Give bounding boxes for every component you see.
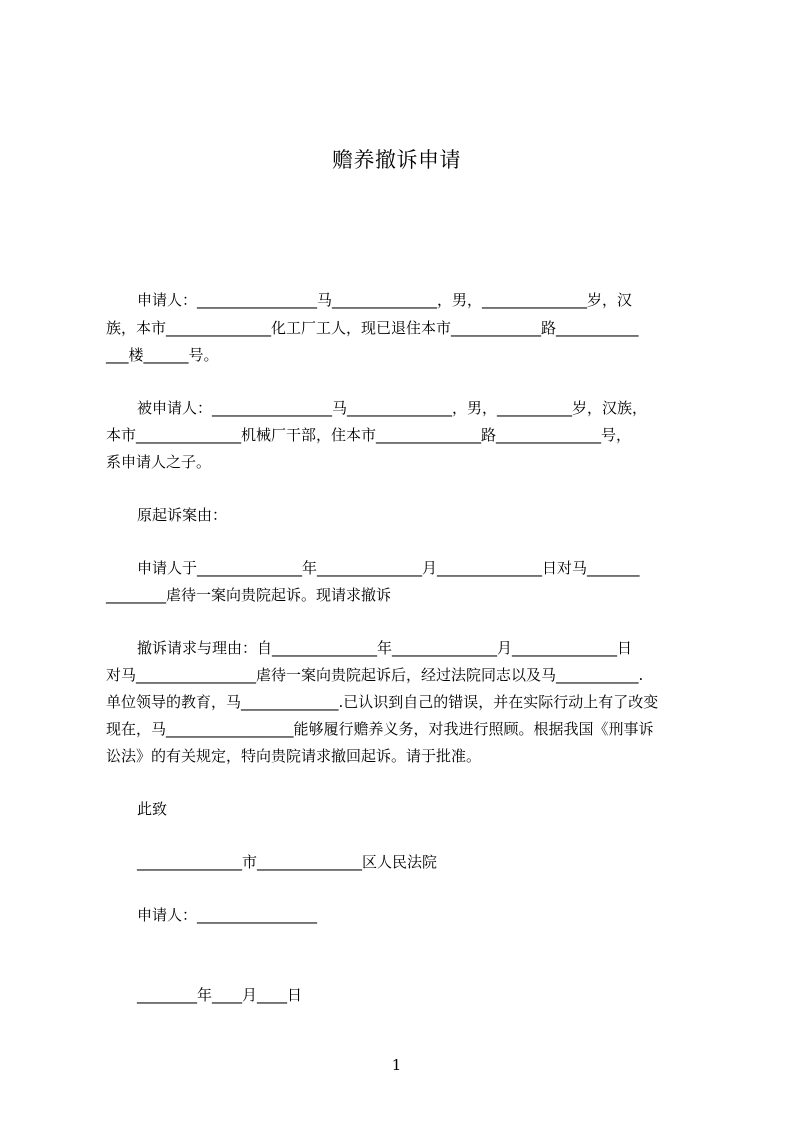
reason-line-4: 现在，马_________________能够履行赡养义务，对我进行照顾。根据我国《刑事诉: [106, 720, 654, 738]
respondent-line-2: 本市______________机械厂干部，住本市______________路______________号，: [106, 426, 632, 444]
cause-line-1: 申请人于______________年______________月______________日对马_______: [137, 559, 640, 577]
applicant-line-2: 族，本市______________化工厂工人，现已退住本市____________路___________: [106, 319, 639, 337]
applicant-line-3: ___楼______号。: [106, 346, 219, 364]
date-line: ________年____月____日: [137, 986, 303, 1004]
reason-line-1: 撤诉请求与理由：自______________年______________月______________日: [137, 639, 633, 657]
court-line: ______________市______________区人民法院: [137, 853, 438, 871]
reason-line-3: 单位领导的教育，马_____________.已认识到自己的错误，并在实际行动上有了改变: [106, 693, 659, 711]
salutation: 此致: [137, 800, 168, 818]
reason-line-5: 讼法》的有关规定，特向贵院请求撤回起诉。请于批准。: [106, 747, 482, 765]
reason-line-2: 对马________________虐待一案向贵院起诉后，经过法院同志以及马___________.: [106, 666, 644, 684]
signature-line: 申请人：________________: [137, 906, 318, 924]
document-title: 赡养撤诉申请: [332, 148, 461, 172]
respondent-line-1: 被申请人：________________马______________，男，__________岁，汉族，: [137, 399, 648, 417]
respondent-line-3: 系申请人之子。: [106, 453, 212, 471]
original-cause-label: 原起诉案由：: [137, 506, 228, 524]
cause-line-2: ________虐待一案向贵院起诉。现请求撤诉: [106, 586, 392, 604]
applicant-line-1: 申请人：________________马______________，男，______________岁，汉: [137, 291, 633, 309]
page-number: 1: [391, 1056, 402, 1074]
